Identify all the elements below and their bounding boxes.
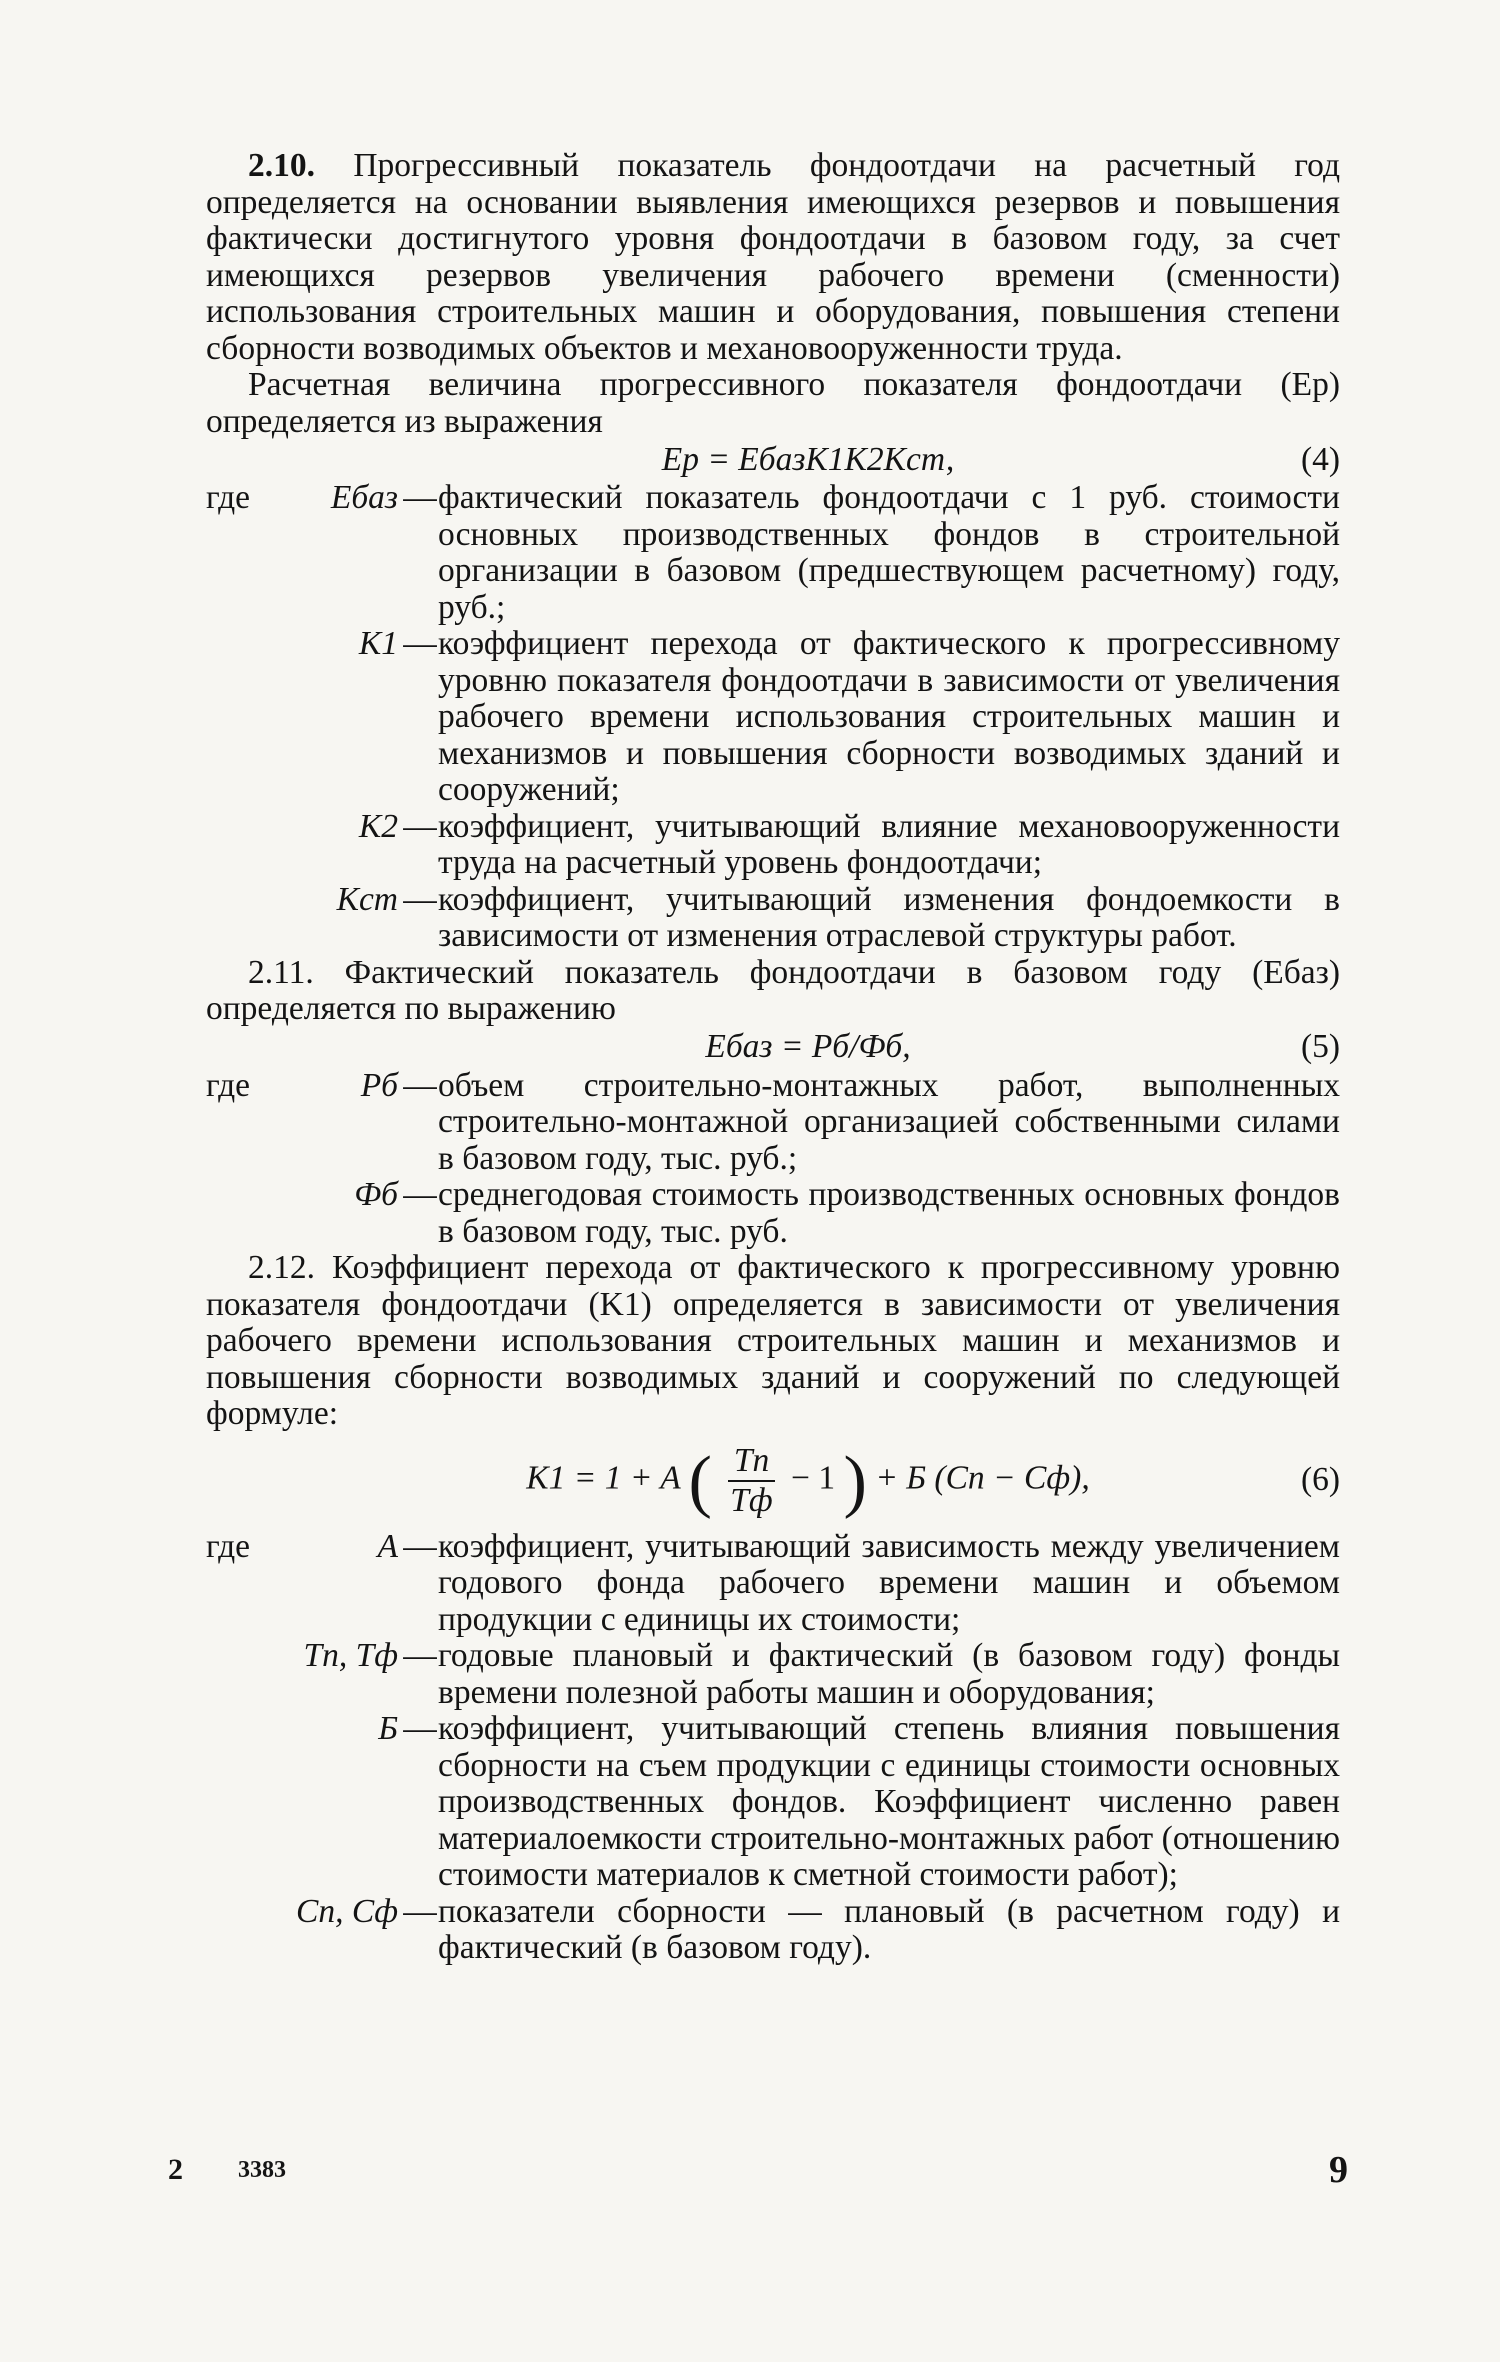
paragraph-2-10-cont: Расчетная величина прогрессивного показателя фондоотдачи (Eр) определяется из выражения — [206, 366, 1340, 440]
definition-text: коэффициент, учитывающий изменения фондоемкости в зависимости от изменения отраслевой структуры работ. — [438, 880, 1340, 954]
definition-dash: — — [403, 1710, 437, 1747]
definition-symbol: Eбаз — [330, 479, 398, 516]
definition-symbol: Kст — [336, 880, 398, 918]
paragraph-text: Коэффициент перехода от фактического к прогрессивному уровню показателя фондоотдачи (K1) определяется в зависимости от увеличения рабочего времени использования строительных машин и механизмов и повышения сборности возводимых зданий и сооружений по следующей формуле: — [206, 1249, 1340, 1432]
close-paren: ) — [843, 1441, 867, 1520]
definition-row — [206, 882, 1340, 955]
fraction-denominator: Tф — [730, 1481, 773, 1519]
definition-symbol: Cп, Cф — [296, 1892, 398, 1930]
definition-dash: — — [403, 1637, 437, 1674]
formula-6 — [206, 1433, 1340, 1529]
definition-lead: где — [206, 1527, 250, 1565]
definition-row — [206, 1177, 1340, 1250]
print-order-number: 3383 — [238, 2156, 286, 2183]
definition-dash: — — [403, 1527, 437, 1565]
definition-dash: — — [403, 1176, 437, 1213]
definition-row — [206, 626, 1340, 809]
formula-expression: Eр = EбазK1K2Kст, — [661, 440, 955, 478]
definitions-4 — [206, 480, 1340, 955]
section-number: 2.10. — [248, 147, 315, 184]
definition-text: коэффициент, учитывающий степень влияния повышения сборности на съем продукции с единицы стоимости основных производственных фондов. Коэффициент численно равен материалоемкости строительно-монтажных работ (отношению стоимости материалов к сметной стоимости работ); — [438, 1710, 1340, 1893]
definition-text: коэффициент, учитывающий влияние механовооруженности труда на расчетный уровень фондоотдачи; — [438, 807, 1340, 881]
definition-text: среднегодовая стоимость производственных основных фондов в базовом году, тыс. руб. — [438, 1176, 1340, 1250]
definition-lead: где — [206, 479, 250, 516]
paragraph-2-10 — [206, 148, 1340, 367]
definition-row — [206, 1068, 1340, 1178]
section-number: 2.11. — [248, 953, 314, 991]
open-paren: ( — [688, 1441, 712, 1520]
definition-symbol: Pб — [360, 1066, 398, 1104]
formula-expression — [206, 1442, 1260, 1520]
paragraph-text: Фактический показатель фондоотдачи в базовом году (Eбаз) определяется по выражению — [206, 953, 1341, 1027]
formula-number: (5) — [1300, 1028, 1340, 1066]
definition-symbol: K1 — [358, 625, 398, 662]
formula-number: (4) — [1300, 440, 1340, 478]
formula-left: K1 = 1 + A — [526, 1459, 681, 1497]
fraction-numerator: Tп — [728, 1442, 775, 1482]
definition-row — [206, 1894, 1340, 1967]
formula-right: + Б (Cп − Cф), — [875, 1459, 1090, 1497]
text-column — [206, 148, 1340, 1967]
formula-expression: Eбаз = Pб/Фб, — [705, 1028, 911, 1066]
definition-symbol: A — [377, 1527, 398, 1565]
definition-dash: — — [403, 479, 437, 516]
definition-text: коэффициент, учитывающий зависимость между увеличением годового фонда рабочего времени машин и объемом продукции с единицы их стоимости; — [438, 1527, 1340, 1638]
section-number: 2.12. — [248, 1249, 315, 1286]
page-footer — [168, 2148, 1348, 2192]
fraction — [724, 1442, 778, 1520]
definition-row — [206, 1529, 1340, 1639]
definition-text: годовые плановый и фактический (в базовом году) фонды времени полезной работы машин и оборудования; — [438, 1637, 1340, 1711]
definition-text: фактический показатель фондоотдачи с 1 руб. стоимости основных производственных фондов в строительной организации в базовом (предшествующем расчетному) году, руб.; — [438, 479, 1340, 626]
definition-row — [206, 809, 1340, 882]
paragraph-2-12 — [206, 1250, 1340, 1433]
definition-text: показатели сборности — плановый (в расчетном году) и фактический (в базовом году). — [438, 1892, 1340, 1966]
definition-row — [206, 480, 1340, 626]
signature-mark: 2 — [168, 2153, 183, 2186]
definition-lead: где — [206, 1066, 250, 1104]
definition-dash: — — [403, 1892, 437, 1930]
definition-symbol: Tп, Tф — [303, 1637, 398, 1674]
definition-symbol: K2 — [358, 807, 398, 845]
page-number: 9 — [1329, 2149, 1348, 2191]
paragraph-text: Прогрессивный показатель фондоотдачи на расчетный год определяется на основании выявления имеющихся резервов и повышения фактически достигнутого уровня фондоотдачи в базовом году, за счет имеющихся резервов увеличения рабочего времени (сменности) использования строительных машин и оборудования, повышения степени сборности возводимых объектов и механовооруженности труда. — [206, 147, 1341, 367]
definitions-5 — [206, 1068, 1340, 1251]
formula-4 — [206, 440, 1340, 480]
definition-dash: — — [403, 807, 437, 845]
formula-minus-one: − 1 — [791, 1459, 836, 1497]
definition-symbol: Б — [378, 1710, 398, 1747]
definition-symbol: Фб — [354, 1176, 398, 1213]
paragraph-2-11 — [206, 955, 1340, 1028]
definition-dash: — — [403, 1066, 437, 1104]
definition-text: объем строительно-монтажных работ, выполненных строительно-монтажной организацией собственными силами в базовом году, тыс. руб.; — [438, 1066, 1340, 1177]
definition-dash: — — [403, 880, 437, 918]
formula-number: (6) — [1300, 1461, 1340, 1499]
formula-5 — [206, 1028, 1340, 1068]
definitions-6 — [206, 1529, 1340, 1967]
definition-dash: — — [403, 625, 437, 662]
definition-text: коэффициент перехода от фактического к прогрессивному уровню показателя фондоотдачи в зависимости от увеличения рабочего времени использования строительных машин и механизмов и повышения сборности возводимых зданий и сооружений; — [438, 625, 1340, 808]
definition-row — [206, 1711, 1340, 1894]
definition-row — [206, 1638, 1340, 1711]
